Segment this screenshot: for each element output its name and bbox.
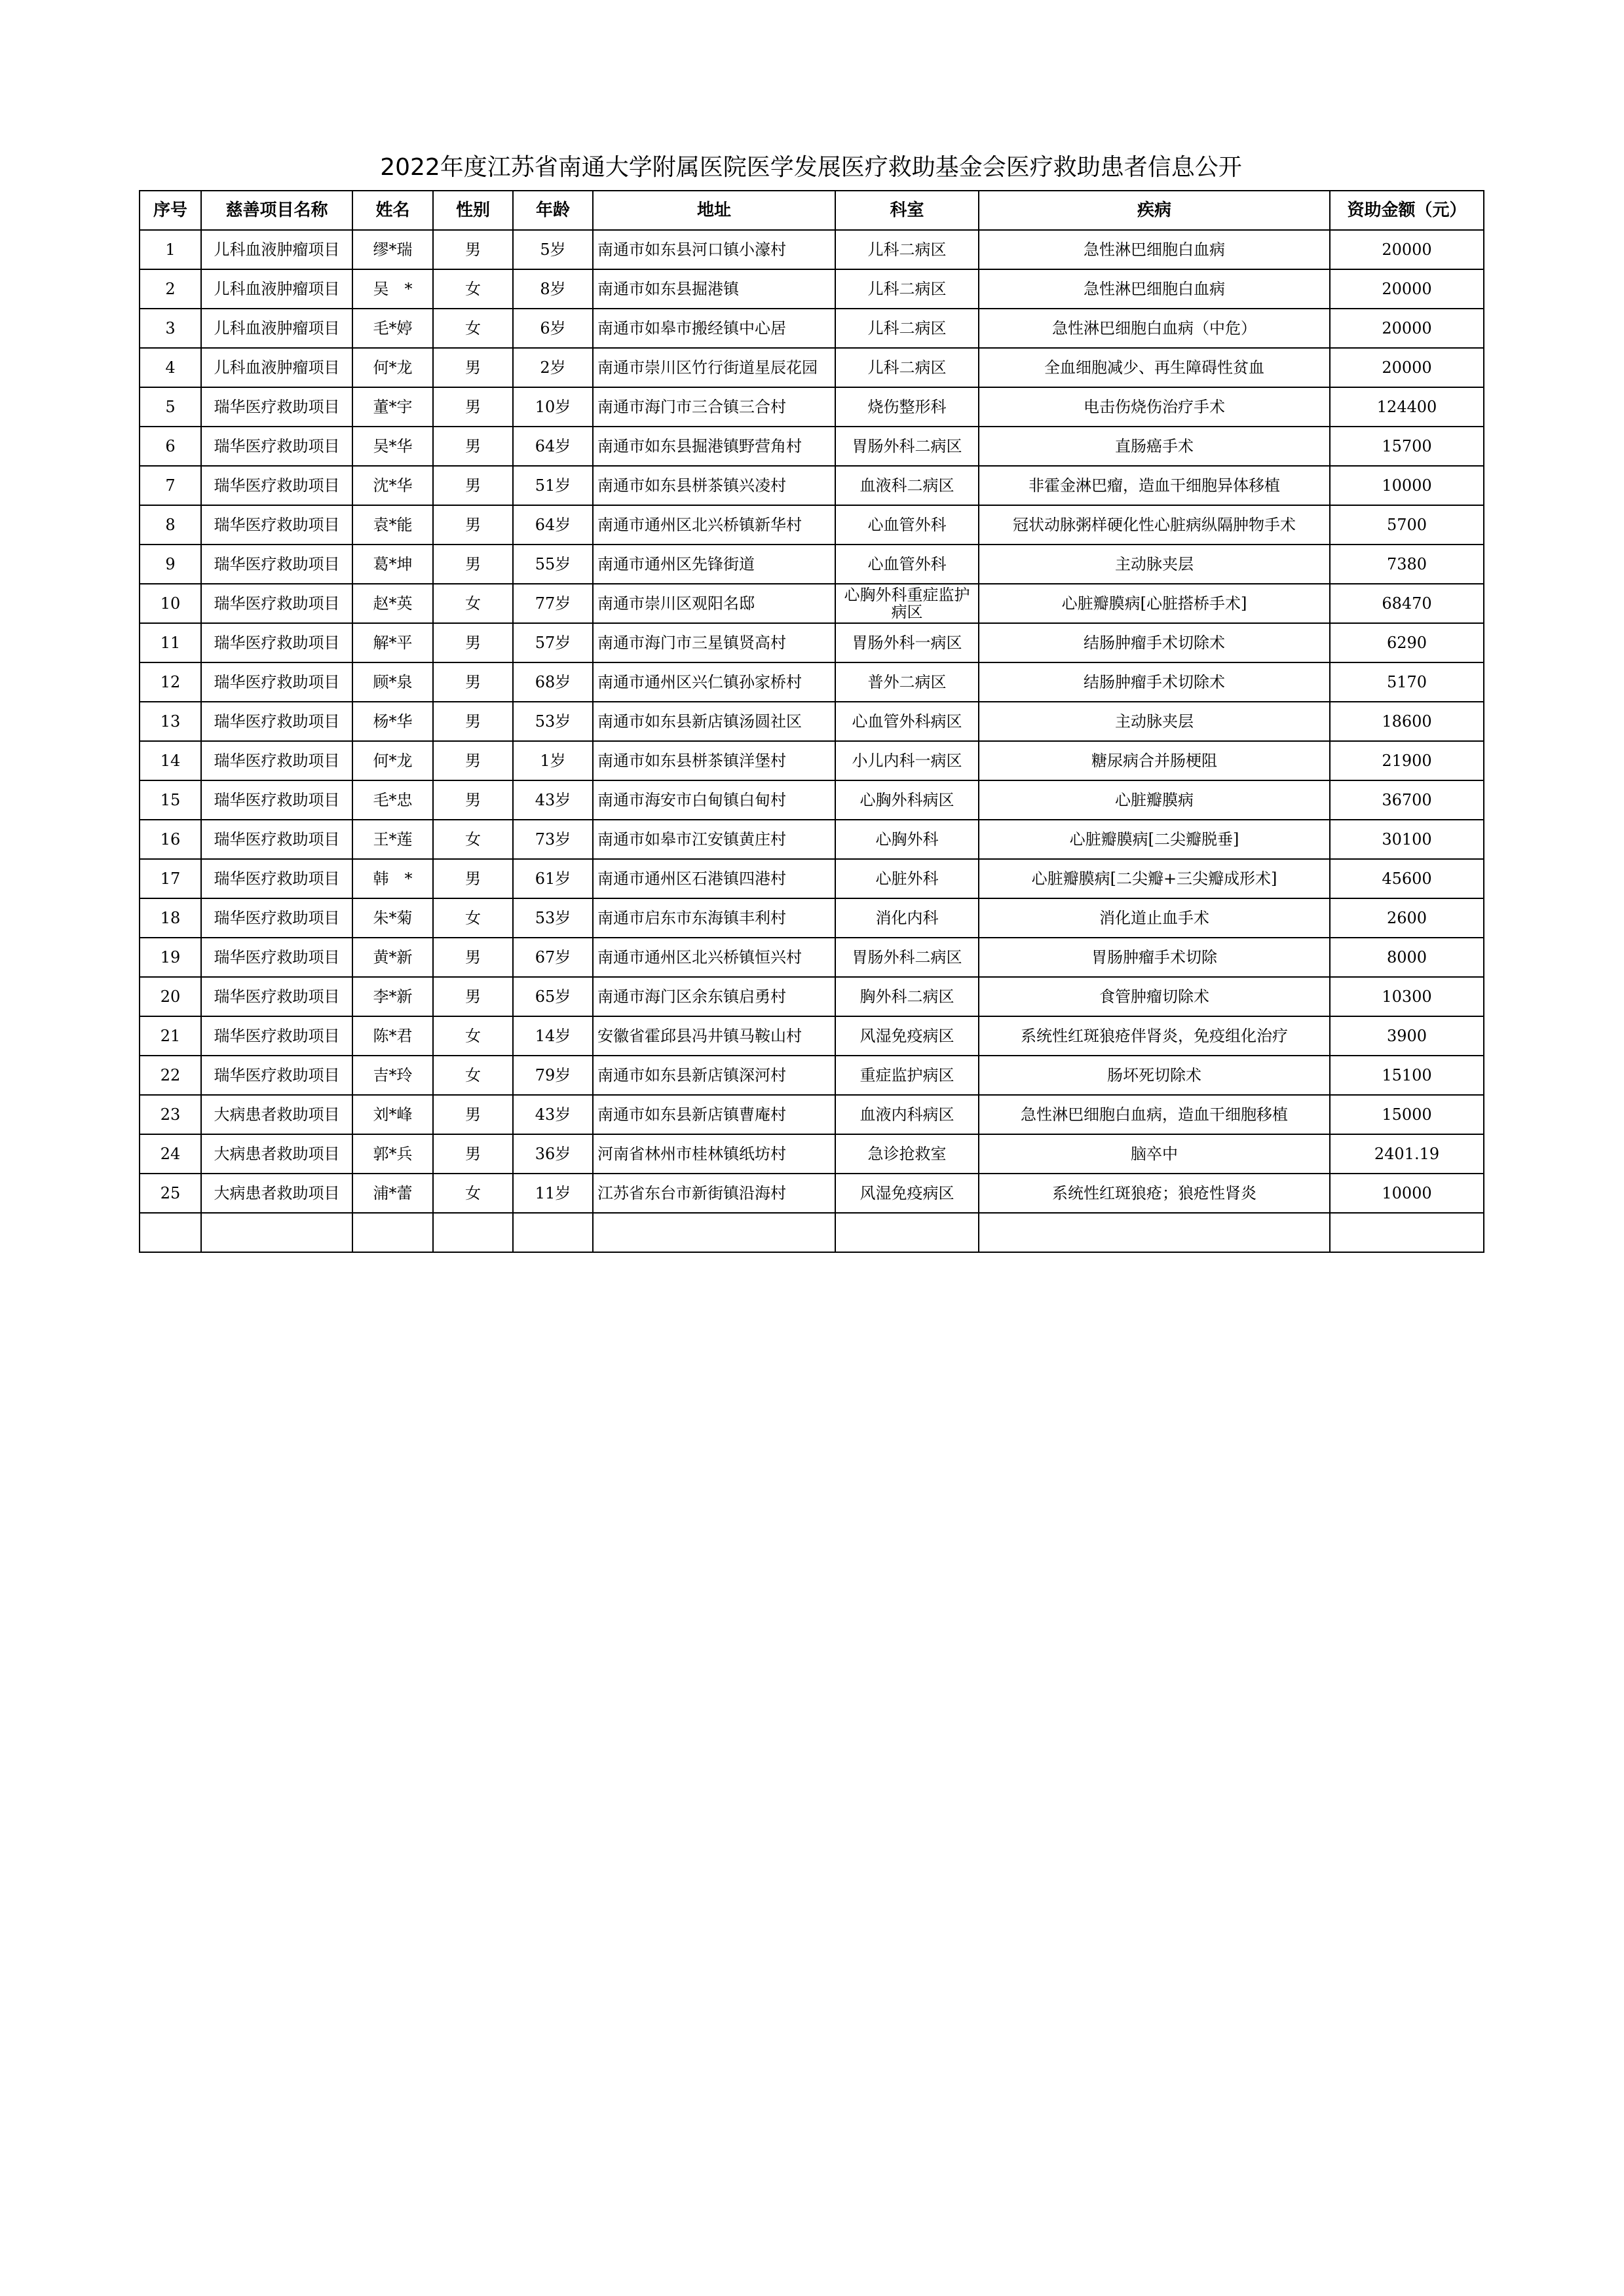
cell-name: 陈*君 [352, 1016, 433, 1056]
cell-name: 顾*泉 [352, 662, 433, 702]
cell-name: 李*新 [352, 977, 433, 1016]
cell-age: 65岁 [513, 977, 593, 1016]
table-row [140, 977, 1484, 1016]
cell-department: 心血管外科 [835, 505, 979, 545]
cell-department: 心血管外科 [835, 545, 979, 584]
cell-disease: 食管肿瘤切除术 [979, 977, 1330, 1016]
cell-disease: 结肠肿瘤手术切除术 [979, 623, 1330, 662]
table-row [140, 938, 1484, 977]
cell-amount: 20000 [1330, 230, 1484, 269]
cell-address: 南通市如皋市江安镇黄庄村 [593, 820, 835, 859]
cell-amount: 3900 [1330, 1016, 1484, 1056]
cell-amount: 5700 [1330, 505, 1484, 545]
cell-address: 南通市如东县新店镇汤圆社区 [593, 702, 835, 741]
cell-project: 儿科血液肿瘤项目 [201, 230, 352, 269]
cell-department: 血液内科病区 [835, 1095, 979, 1134]
cell-gender: 男 [433, 230, 513, 269]
cell-department: 儿科二病区 [835, 309, 979, 348]
empty-cell [352, 1213, 433, 1252]
cell-name: 何*龙 [352, 348, 433, 387]
cell-department: 心胸外科病区 [835, 780, 979, 820]
cell-index: 11 [140, 623, 201, 662]
cell-age: 77岁 [513, 584, 593, 623]
table-row [140, 820, 1484, 859]
cell-project: 瑞华医疗救助项目 [201, 780, 352, 820]
cell-gender: 女 [433, 1056, 513, 1095]
cell-project: 儿科血液肿瘤项目 [201, 309, 352, 348]
cell-project: 瑞华医疗救助项目 [201, 938, 352, 977]
cell-gender: 女 [433, 1016, 513, 1056]
cell-project: 大病患者救助项目 [201, 1134, 352, 1174]
table-header-row [140, 191, 1484, 230]
table-row [140, 662, 1484, 702]
cell-age: 43岁 [513, 1095, 593, 1134]
cell-project: 瑞华医疗救助项目 [201, 1056, 352, 1095]
cell-disease: 心脏瓣膜病[二尖瓣脱垂] [979, 820, 1330, 859]
cell-department: 小儿内科一病区 [835, 741, 979, 780]
cell-project: 儿科血液肿瘤项目 [201, 348, 352, 387]
cell-disease: 胃肠肿瘤手术切除 [979, 938, 1330, 977]
cell-address: 南通市如东县掘港镇野营角村 [593, 427, 835, 466]
cell-age: 10岁 [513, 387, 593, 427]
table-row [140, 427, 1484, 466]
header-name: 姓名 [352, 191, 433, 230]
cell-age: 55岁 [513, 545, 593, 584]
cell-address: 南通市海门区余东镇启勇村 [593, 977, 835, 1016]
cell-department: 胃肠外科一病区 [835, 623, 979, 662]
cell-disease: 电击伤烧伤治疗手术 [979, 387, 1330, 427]
cell-age: 43岁 [513, 780, 593, 820]
cell-disease: 心脏瓣膜病 [979, 780, 1330, 820]
cell-age: 2岁 [513, 348, 593, 387]
cell-department: 急诊抢救室 [835, 1134, 979, 1174]
cell-department: 心脏外科 [835, 859, 979, 898]
cell-gender: 女 [433, 820, 513, 859]
table-row [140, 741, 1484, 780]
cell-index: 20 [140, 977, 201, 1016]
cell-project: 瑞华医疗救助项目 [201, 898, 352, 938]
cell-project: 瑞华医疗救助项目 [201, 702, 352, 741]
cell-project: 儿科血液肿瘤项目 [201, 269, 352, 309]
cell-gender: 男 [433, 348, 513, 387]
cell-name: 吉*玲 [352, 1056, 433, 1095]
cell-index: 19 [140, 938, 201, 977]
cell-index: 17 [140, 859, 201, 898]
cell-address: 南通市通州区北兴桥镇恒兴村 [593, 938, 835, 977]
cell-amount: 10000 [1330, 1174, 1484, 1213]
cell-project: 瑞华医疗救助项目 [201, 466, 352, 505]
cell-department: 风湿免疫病区 [835, 1016, 979, 1056]
cell-age: 36岁 [513, 1134, 593, 1174]
cell-department: 普外二病区 [835, 662, 979, 702]
cell-index: 15 [140, 780, 201, 820]
cell-age: 68岁 [513, 662, 593, 702]
cell-project: 瑞华医疗救助项目 [201, 662, 352, 702]
header-age: 年龄 [513, 191, 593, 230]
cell-project: 瑞华医疗救助项目 [201, 387, 352, 427]
cell-department: 心胸外科重症监护病区 [835, 584, 979, 623]
cell-amount: 68470 [1330, 584, 1484, 623]
cell-address: 河南省林州市桂林镇纸坊村 [593, 1134, 835, 1174]
cell-amount: 15700 [1330, 427, 1484, 466]
cell-address: 南通市如东县新店镇曹庵村 [593, 1095, 835, 1134]
cell-department: 胸外科二病区 [835, 977, 979, 1016]
cell-gender: 男 [433, 505, 513, 545]
cell-address: 南通市通州区兴仁镇孙家桥村 [593, 662, 835, 702]
cell-address: 南通市如东县栟茶镇洋堡村 [593, 741, 835, 780]
cell-amount: 30100 [1330, 820, 1484, 859]
cell-age: 53岁 [513, 702, 593, 741]
cell-disease: 心脏瓣膜病[二尖瓣+三尖瓣成形术] [979, 859, 1330, 898]
table-row [140, 898, 1484, 938]
cell-index: 1 [140, 230, 201, 269]
cell-gender: 女 [433, 584, 513, 623]
cell-gender: 男 [433, 427, 513, 466]
cell-project: 瑞华医疗救助项目 [201, 545, 352, 584]
cell-gender: 男 [433, 466, 513, 505]
cell-amount: 18600 [1330, 702, 1484, 741]
empty-cell [201, 1213, 352, 1252]
cell-address: 南通市通州区北兴桥镇新华村 [593, 505, 835, 545]
empty-cell [140, 1213, 201, 1252]
cell-amount: 20000 [1330, 269, 1484, 309]
cell-disease: 急性淋巴细胞白血病（中危） [979, 309, 1330, 348]
cell-gender: 男 [433, 859, 513, 898]
cell-index: 24 [140, 1134, 201, 1174]
cell-name: 韩 * [352, 859, 433, 898]
cell-index: 8 [140, 505, 201, 545]
cell-age: 73岁 [513, 820, 593, 859]
empty-cell [979, 1213, 1330, 1252]
page-title: 2022年度江苏省南通大学附属医院医学发展医疗救助基金会医疗救助患者信息公开 [380, 154, 1242, 181]
cell-gender: 男 [433, 623, 513, 662]
cell-gender: 男 [433, 977, 513, 1016]
cell-department: 血液科二病区 [835, 466, 979, 505]
table-row [140, 1174, 1484, 1213]
cell-index: 9 [140, 545, 201, 584]
cell-address: 南通市如东县栟茶镇兴凌村 [593, 466, 835, 505]
table-row [140, 466, 1484, 505]
cell-name: 吴*华 [352, 427, 433, 466]
cell-address: 南通市如东县掘港镇 [593, 269, 835, 309]
cell-department: 胃肠外科二病区 [835, 427, 979, 466]
cell-address: 南通市崇川区观阳名邸 [593, 584, 835, 623]
cell-project: 瑞华医疗救助项目 [201, 859, 352, 898]
cell-index: 12 [140, 662, 201, 702]
cell-amount: 2600 [1330, 898, 1484, 938]
cell-department: 儿科二病区 [835, 269, 979, 309]
cell-department: 心血管外科病区 [835, 702, 979, 741]
cell-gender: 男 [433, 741, 513, 780]
cell-age: 67岁 [513, 938, 593, 977]
cell-disease: 系统性红斑狼疮；狼疮性肾炎 [979, 1174, 1330, 1213]
cell-amount: 20000 [1330, 348, 1484, 387]
cell-name: 毛*婷 [352, 309, 433, 348]
cell-age: 6岁 [513, 309, 593, 348]
table-row [140, 348, 1484, 387]
table-row [140, 584, 1484, 623]
cell-gender: 男 [433, 387, 513, 427]
cell-name: 王*莲 [352, 820, 433, 859]
cell-index: 5 [140, 387, 201, 427]
cell-name: 董*宇 [352, 387, 433, 427]
cell-department: 消化内科 [835, 898, 979, 938]
cell-amount: 8000 [1330, 938, 1484, 977]
cell-gender: 男 [433, 938, 513, 977]
table-row [140, 505, 1484, 545]
cell-project: 瑞华医疗救助项目 [201, 741, 352, 780]
table-row [140, 780, 1484, 820]
cell-age: 51岁 [513, 466, 593, 505]
header-index: 序号 [140, 191, 201, 230]
cell-gender: 男 [433, 1134, 513, 1174]
cell-project: 瑞华医疗救助项目 [201, 505, 352, 545]
cell-name: 浦*蕾 [352, 1174, 433, 1213]
header-amount: 资助金额（元） [1330, 191, 1484, 230]
cell-amount: 124400 [1330, 387, 1484, 427]
cell-project: 大病患者救助项目 [201, 1095, 352, 1134]
cell-amount: 10300 [1330, 977, 1484, 1016]
cell-name: 杨*华 [352, 702, 433, 741]
cell-project: 瑞华医疗救助项目 [201, 1016, 352, 1056]
cell-name: 郭*兵 [352, 1134, 433, 1174]
cell-address: 南通市如皋市搬经镇中心居 [593, 309, 835, 348]
empty-cell [1330, 1213, 1484, 1252]
cell-address: 南通市通州区先锋街道 [593, 545, 835, 584]
cell-disease: 结肠肿瘤手术切除术 [979, 662, 1330, 702]
table-row [140, 545, 1484, 584]
cell-project: 瑞华医疗救助项目 [201, 977, 352, 1016]
cell-address: 南通市海安市白甸镇白甸村 [593, 780, 835, 820]
cell-index: 13 [140, 702, 201, 741]
table-row [140, 859, 1484, 898]
cell-index: 6 [140, 427, 201, 466]
cell-index: 18 [140, 898, 201, 938]
cell-disease: 消化道止血手术 [979, 898, 1330, 938]
cell-address: 南通市崇川区竹行街道星辰花园 [593, 348, 835, 387]
cell-index: 7 [140, 466, 201, 505]
cell-amount: 36700 [1330, 780, 1484, 820]
cell-address: 江苏省东台市新街镇沿海村 [593, 1174, 835, 1213]
cell-department: 儿科二病区 [835, 230, 979, 269]
cell-index: 4 [140, 348, 201, 387]
table-row [140, 269, 1484, 309]
cell-department: 风湿免疫病区 [835, 1174, 979, 1213]
cell-amount: 20000 [1330, 309, 1484, 348]
cell-gender: 男 [433, 545, 513, 584]
cell-department: 儿科二病区 [835, 348, 979, 387]
cell-address: 南通市通州区石港镇四港村 [593, 859, 835, 898]
cell-index: 22 [140, 1056, 201, 1095]
cell-age: 64岁 [513, 427, 593, 466]
cell-address: 南通市海门市三星镇贤高村 [593, 623, 835, 662]
cell-gender: 男 [433, 662, 513, 702]
patient-info-table [139, 190, 1484, 1253]
table-body [140, 230, 1484, 1252]
cell-name: 赵*英 [352, 584, 433, 623]
cell-index: 14 [140, 741, 201, 780]
cell-disease: 脑卒中 [979, 1134, 1330, 1174]
cell-disease: 糖尿病合并肠梗阻 [979, 741, 1330, 780]
cell-name: 葛*坤 [352, 545, 433, 584]
header-address: 地址 [593, 191, 835, 230]
cell-age: 1岁 [513, 741, 593, 780]
cell-gender: 男 [433, 780, 513, 820]
cell-amount: 10000 [1330, 466, 1484, 505]
cell-disease: 急性淋巴细胞白血病 [979, 269, 1330, 309]
cell-amount: 21900 [1330, 741, 1484, 780]
cell-name: 吴 * [352, 269, 433, 309]
table-row [140, 1016, 1484, 1056]
cell-index: 2 [140, 269, 201, 309]
cell-address: 安徽省霍邱县冯井镇马鞍山村 [593, 1016, 835, 1056]
cell-amount: 5170 [1330, 662, 1484, 702]
cell-amount: 15000 [1330, 1095, 1484, 1134]
cell-index: 16 [140, 820, 201, 859]
cell-age: 14岁 [513, 1016, 593, 1056]
cell-disease: 心脏瓣膜病[心脏搭桥手术] [979, 584, 1330, 623]
cell-department: 心胸外科 [835, 820, 979, 859]
cell-amount: 45600 [1330, 859, 1484, 898]
cell-disease: 直肠癌手术 [979, 427, 1330, 466]
cell-age: 61岁 [513, 859, 593, 898]
cell-gender: 男 [433, 702, 513, 741]
cell-project: 瑞华医疗救助项目 [201, 820, 352, 859]
cell-disease: 急性淋巴细胞白血病，造血干细胞移植 [979, 1095, 1330, 1134]
cell-name: 何*龙 [352, 741, 433, 780]
cell-gender: 女 [433, 269, 513, 309]
cell-project: 瑞华医疗救助项目 [201, 623, 352, 662]
cell-disease: 肠坏死切除术 [979, 1056, 1330, 1095]
empty-cell [513, 1213, 593, 1252]
cell-disease: 主动脉夹层 [979, 702, 1330, 741]
table-row [140, 1095, 1484, 1134]
cell-amount: 7380 [1330, 545, 1484, 584]
table-row [140, 1056, 1484, 1095]
cell-address: 南通市启东市东海镇丰利村 [593, 898, 835, 938]
cell-address: 南通市海门市三合镇三合村 [593, 387, 835, 427]
table-row [140, 702, 1484, 741]
cell-index: 3 [140, 309, 201, 348]
cell-name: 袁*能 [352, 505, 433, 545]
cell-disease: 急性淋巴细胞白血病 [979, 230, 1330, 269]
cell-age: 57岁 [513, 623, 593, 662]
table-row [140, 1134, 1484, 1174]
table-row [140, 623, 1484, 662]
cell-amount: 15100 [1330, 1056, 1484, 1095]
cell-project: 大病患者救助项目 [201, 1174, 352, 1213]
header-department: 科室 [835, 191, 979, 230]
cell-project: 瑞华医疗救助项目 [201, 427, 352, 466]
cell-disease: 冠状动脉粥样硬化性心脏病纵隔肿物手术 [979, 505, 1330, 545]
cell-disease: 主动脉夹层 [979, 545, 1330, 584]
cell-age: 11岁 [513, 1174, 593, 1213]
cell-name: 刘*峰 [352, 1095, 433, 1134]
cell-age: 5岁 [513, 230, 593, 269]
cell-name: 朱*菊 [352, 898, 433, 938]
cell-disease: 全血细胞减少、再生障碍性贫血 [979, 348, 1330, 387]
cell-index: 25 [140, 1174, 201, 1213]
cell-index: 23 [140, 1095, 201, 1134]
cell-index: 10 [140, 584, 201, 623]
cell-amount: 6290 [1330, 623, 1484, 662]
cell-department: 重症监护病区 [835, 1056, 979, 1095]
table-row [140, 387, 1484, 427]
cell-address: 南通市如东县新店镇深河村 [593, 1056, 835, 1095]
header-disease: 疾病 [979, 191, 1330, 230]
empty-cell [593, 1213, 835, 1252]
cell-age: 64岁 [513, 505, 593, 545]
cell-department: 胃肠外科二病区 [835, 938, 979, 977]
cell-gender: 女 [433, 1174, 513, 1213]
cell-name: 沈*华 [352, 466, 433, 505]
cell-name: 黄*新 [352, 938, 433, 977]
empty-cell [433, 1213, 513, 1252]
cell-gender: 女 [433, 898, 513, 938]
cell-index: 21 [140, 1016, 201, 1056]
cell-age: 8岁 [513, 269, 593, 309]
table-row [140, 309, 1484, 348]
cell-name: 缪*瑞 [352, 230, 433, 269]
cell-department: 烧伤整形科 [835, 387, 979, 427]
table-row-empty [140, 1213, 1484, 1252]
cell-gender: 女 [433, 309, 513, 348]
cell-gender: 男 [433, 1095, 513, 1134]
cell-age: 53岁 [513, 898, 593, 938]
cell-name: 解*平 [352, 623, 433, 662]
header-gender: 性别 [433, 191, 513, 230]
cell-name: 毛*忠 [352, 780, 433, 820]
cell-amount: 2401.19 [1330, 1134, 1484, 1174]
cell-age: 79岁 [513, 1056, 593, 1095]
cell-project: 瑞华医疗救助项目 [201, 584, 352, 623]
cell-disease: 系统性红斑狼疮伴肾炎，免疫组化治疗 [979, 1016, 1330, 1056]
cell-address: 南通市如东县河口镇小濠村 [593, 230, 835, 269]
header-project: 慈善项目名称 [201, 191, 352, 230]
empty-cell [835, 1213, 979, 1252]
cell-disease: 非霍金淋巴瘤，造血干细胞异体移植 [979, 466, 1330, 505]
table-row [140, 230, 1484, 269]
